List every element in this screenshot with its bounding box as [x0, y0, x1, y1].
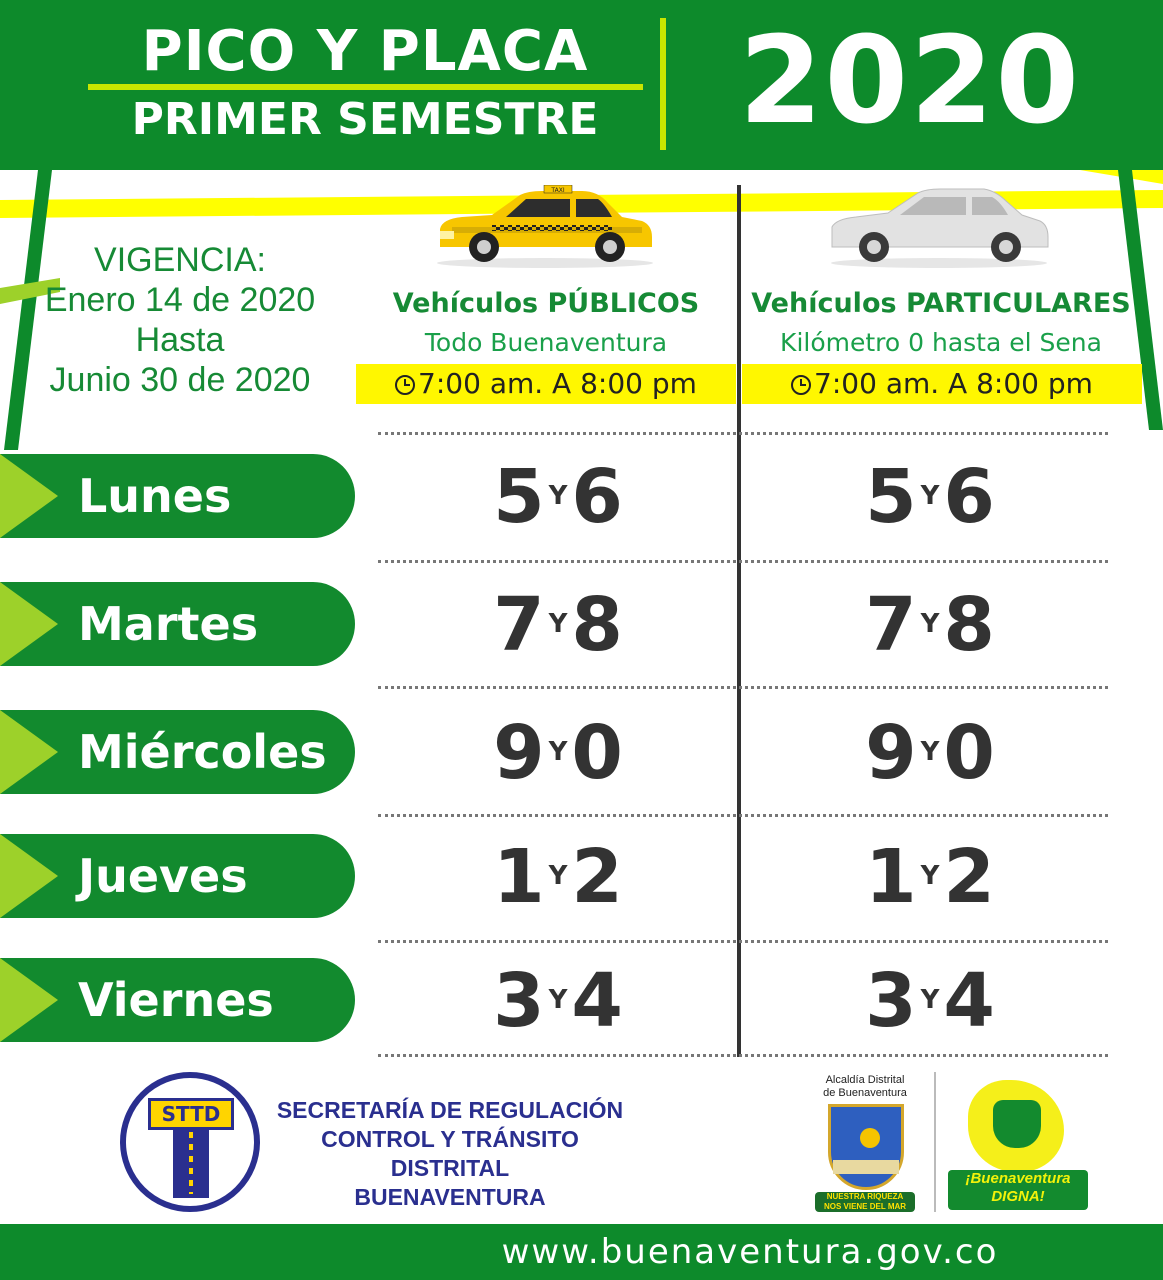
digna-logo: ¡Buenaventura DIGNA! [948, 1170, 1088, 1210]
website-link[interactable]: www.buenaventura.gov.co [501, 1232, 999, 1272]
digits-particulares: 7 $^Y$8 [865, 582, 995, 668]
road-dash [189, 1132, 193, 1194]
column-divider [737, 185, 741, 1057]
arrow-icon [0, 958, 58, 1042]
digits-publicos: 5 $^Y$6 [493, 454, 623, 540]
secretaria-name: SECRETARÍA DE REGULACIÓN CONTROL Y TRÁNSITO DISTRITAL BUENAVENTURA [276, 1097, 624, 1210]
vigencia-end: Junio 30 de 2020 [49, 361, 311, 399]
fist-icon [993, 1100, 1041, 1148]
title-year: 2020 [739, 12, 1081, 151]
alcaldia-name: Alcaldía Distrital de Buenaventura [823, 1074, 907, 1099]
vigencia-label: VIGENCIA: [94, 241, 266, 279]
car-icon [826, 185, 1052, 270]
shield-motto: NUESTRA RIQUEZA NOS VIENE DEL MAR [815, 1192, 915, 1212]
shield-sea [833, 1160, 899, 1174]
digits-particulares: 9 $^Y$0 [865, 710, 995, 796]
page-subtitle: PRIMER SEMESTRE [131, 94, 599, 145]
title-divider [660, 18, 666, 150]
sttd-logo-text: STTD [148, 1098, 234, 1130]
clock-icon [791, 375, 811, 395]
taxi-sign: TAXI [551, 187, 565, 194]
arrow-icon [0, 454, 58, 538]
col-particulares-title: Vehículos PARTICULARES [751, 288, 1131, 319]
digits-publicos: 7 $^Y$8 [493, 582, 623, 668]
digits-publicos: 3 $^Y$4 [493, 958, 623, 1044]
row-separator [378, 1054, 1108, 1057]
col-publicos-area: Todo Buenaventura [424, 328, 668, 357]
vigencia-start: Enero 14 de 2020 [44, 281, 316, 319]
row-separator [378, 686, 1108, 689]
vigencia-until: Hasta [135, 321, 225, 359]
col-publicos-title: Vehículos PÚBLICOS [392, 288, 700, 319]
arrow-icon [0, 834, 58, 918]
day-label: Lunes [78, 469, 232, 523]
clock-icon [395, 375, 415, 395]
digits-particulares: 1 $^Y$2 [865, 834, 995, 920]
row-separator [378, 560, 1108, 563]
arrow-icon [0, 582, 58, 666]
col-publicos-time: 7:00 am. A 8:00 pm [356, 364, 736, 404]
col-particulares-area: Kilómetro 0 hasta el Sena [780, 328, 1102, 357]
digits-publicos: 1 $^Y$2 [493, 834, 623, 920]
sun-icon [860, 1128, 880, 1148]
day-label: Viernes [78, 973, 274, 1027]
day-label: Miércoles [78, 725, 327, 779]
day-label: Martes [78, 597, 259, 651]
digits-publicos: 9 $^Y$0 [493, 710, 623, 796]
row-separator [378, 432, 1108, 435]
row-separator [378, 940, 1108, 943]
footer-divider [934, 1072, 936, 1212]
col-particulares-time: 7:00 am. A 8:00 pm [742, 364, 1142, 404]
page-title: PICO Y PLACA [141, 19, 589, 84]
digits-particulares: 5 $^Y$6 [865, 454, 995, 540]
row-separator [378, 814, 1108, 817]
vigencia-block [30, 240, 330, 400]
title-underline [88, 84, 643, 90]
digits-particulares: 3 $^Y$4 [865, 958, 995, 1044]
day-label: Jueves [78, 849, 248, 903]
taxi-icon [432, 185, 658, 270]
arrow-icon [0, 710, 58, 794]
